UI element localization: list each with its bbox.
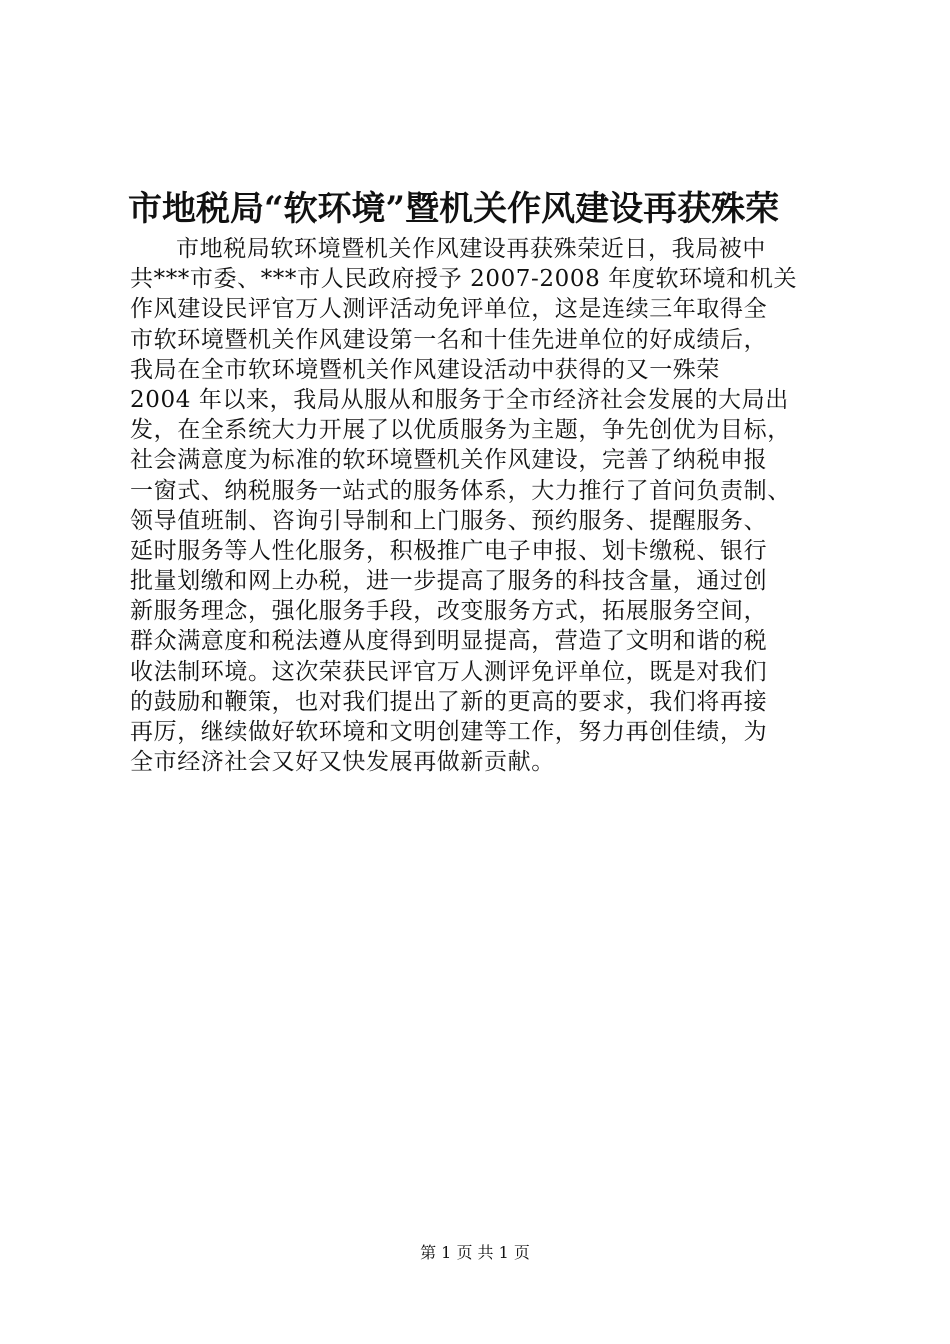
paragraph-line: 作风建设民评官万人测评活动免评单位，这是连续三年取得全 xyxy=(130,296,768,323)
paragraph-line: 新服务理念，强化服务手段，改变服务方式，拓展服务空间， xyxy=(130,598,768,625)
paragraph-line: 我局在全市软环境暨机关作风建设活动中获得的又一殊荣 xyxy=(130,356,720,383)
paragraph-line: 全市经济社会又好又快发展再做新贡献。 xyxy=(130,749,555,776)
page-footer: 第 1 页 共 1 页 xyxy=(420,1243,530,1262)
document-title: 市地税局“软环境”暨机关作风建设再获殊荣 xyxy=(128,189,780,229)
paragraph-line: 2004 年以来，我局从服从和服务于全市经济社会发展的大局出 xyxy=(130,386,789,413)
paragraph-line: 再厉，继续做好软环境和文明创建等工作，努力再创佳绩，为 xyxy=(130,719,768,745)
paragraph-line: 领导值班制、咨询引导制和上门服务、预约服务、提醒服务、 xyxy=(130,507,768,534)
body-paragraph xyxy=(130,234,830,777)
paragraph-line: 批量划缴和网上办税，进一步提高了服务的科技含量，通过创 xyxy=(130,568,768,595)
paragraph-line: 群众满意度和税法遵从度得到明显提高，营造了文明和谐的税 xyxy=(130,628,768,655)
paragraph-line: 共***市委、***市人民政府授予 2007-2008 年度软环境和机关 xyxy=(130,266,798,293)
paragraph-line: 市软环境暨机关作风建设第一名和十佳先进单位的好成绩后， xyxy=(130,326,768,353)
paragraph-line: 市地税局软环境暨机关作风建设再获殊荣近日，我局被中 xyxy=(176,236,766,262)
paragraph-line: 发，在全系统大力开展了以优质服务为主题，争先创优为目标， xyxy=(130,417,791,444)
paragraph-line: 社会满意度为标准的软环境暨机关作风建设，完善了纳税申报 xyxy=(130,447,768,474)
paragraph-line: 的鼓励和鞭策，也对我们提出了新的更高的要求，我们将再接 xyxy=(130,688,768,715)
paragraph-line: 一窗式、纳税服务一站式的服务体系，大力推行了首问负责制、 xyxy=(130,477,791,504)
paragraph-line: 收法制环境。这次荣获民评官万人测评免评单位，既是对我们 xyxy=(130,658,768,685)
paragraph-line: 延时服务等人性化服务，积极推广电子申报、划卡缴税、银行 xyxy=(130,537,768,564)
